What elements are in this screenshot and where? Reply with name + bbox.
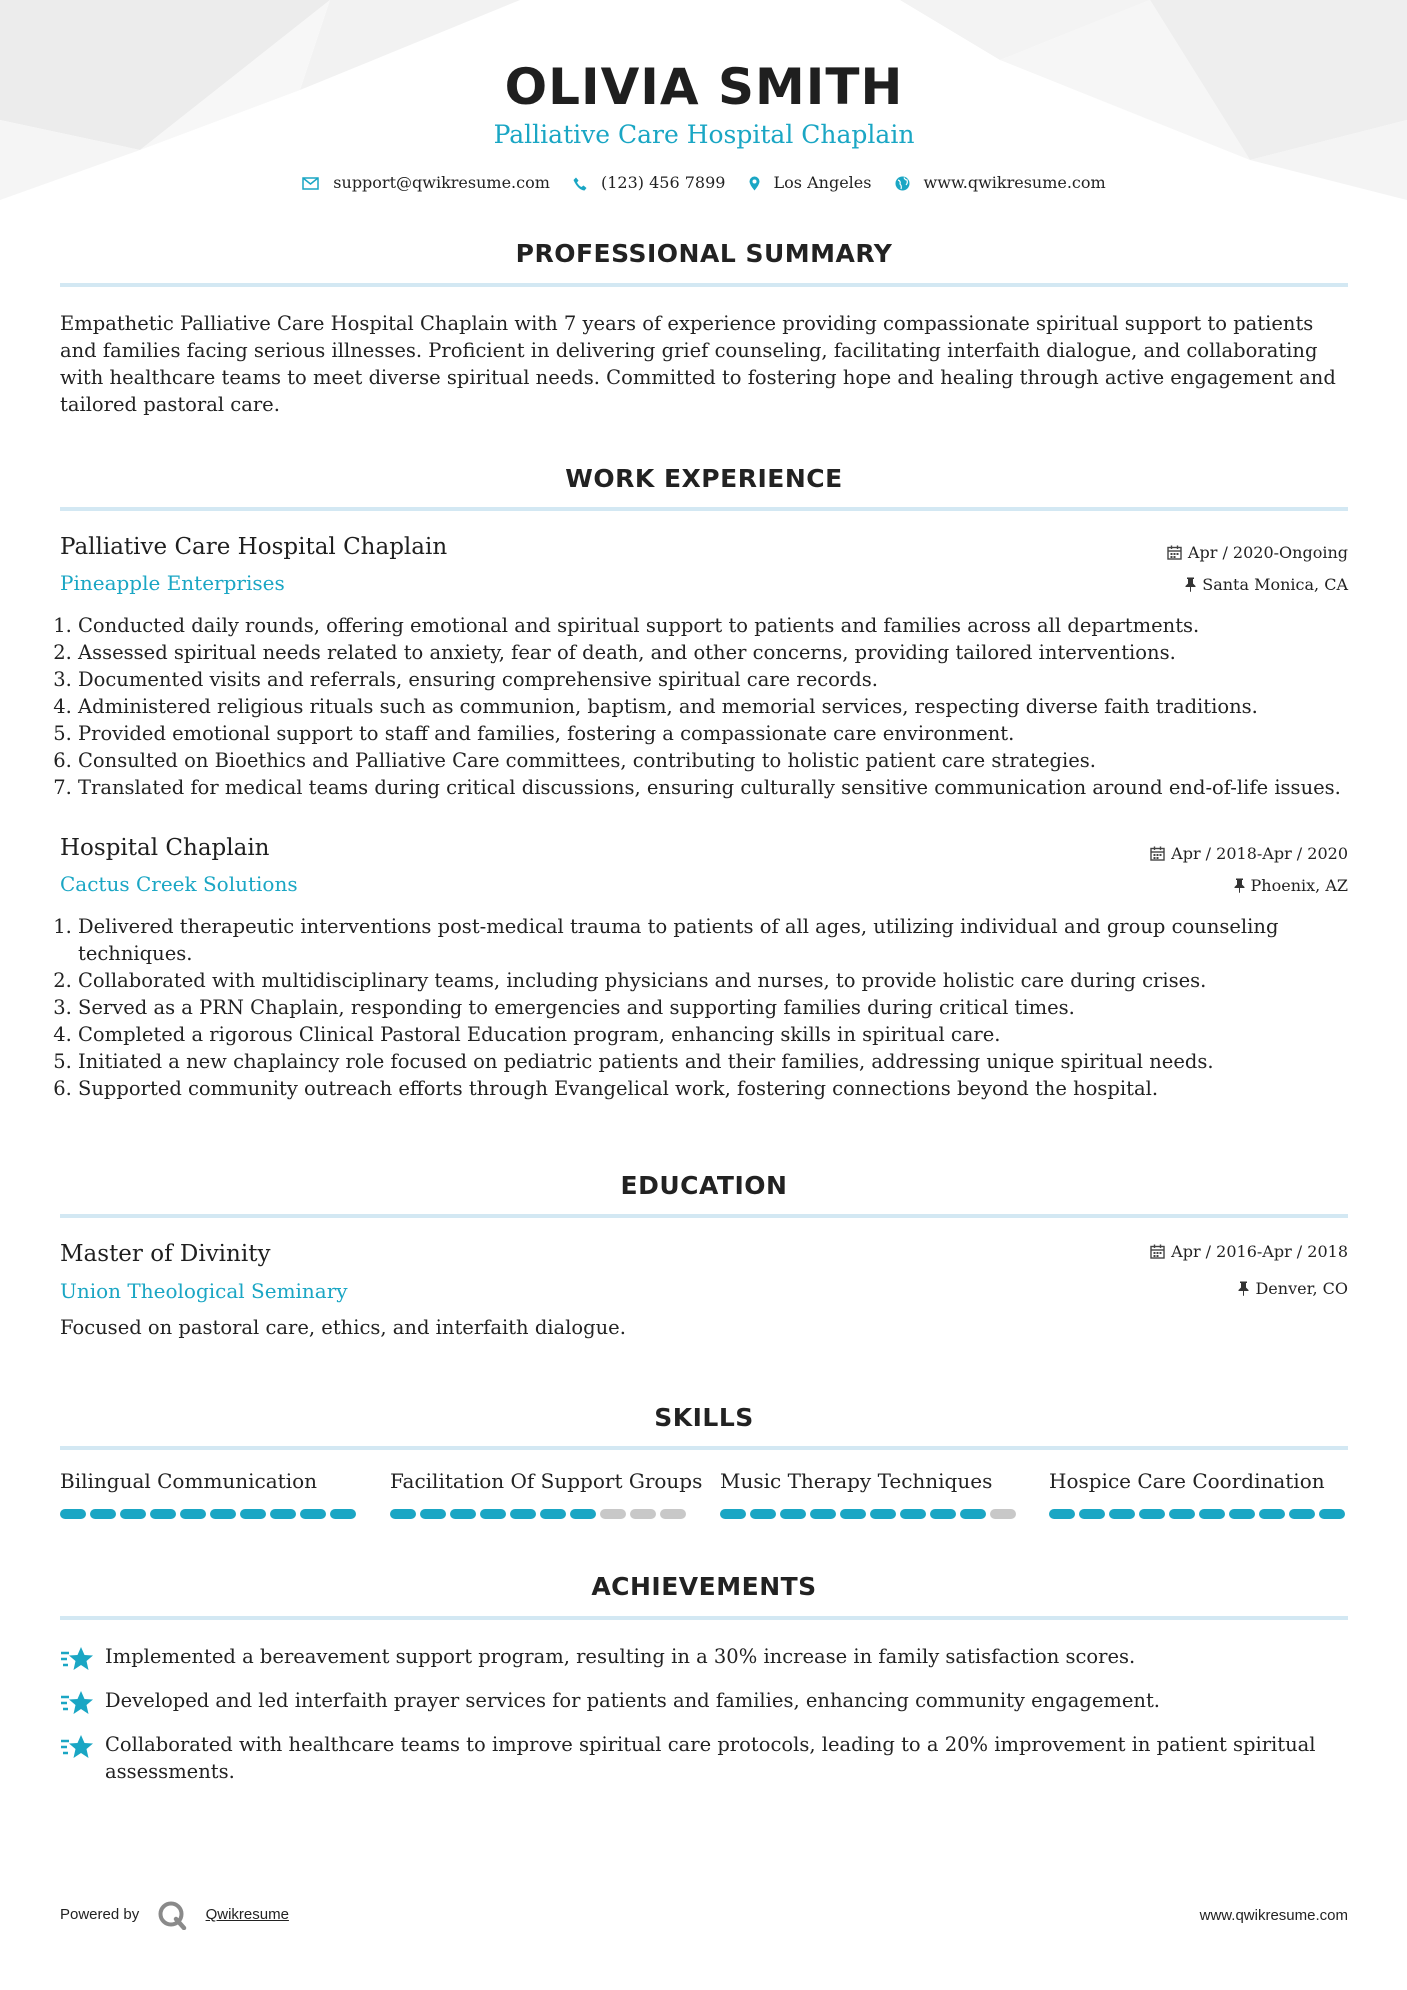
- skill-dot-empty: [600, 1509, 626, 1519]
- job-location: [1234, 876, 1348, 895]
- pushpin-icon: [1238, 1281, 1249, 1296]
- skill-dot-filled: [870, 1509, 896, 1519]
- skill-name: Music Therapy Techniques: [720, 1469, 993, 1493]
- job-responsibilities: [60, 612, 1366, 801]
- envelope-icon: [302, 177, 319, 190]
- education-location: [1238, 1279, 1348, 1298]
- candidate-role: Palliative Care Hospital Chaplain: [493, 120, 915, 149]
- skill-level-bar: [60, 1509, 360, 1519]
- skill-dot-filled: [1079, 1509, 1105, 1519]
- job-company: Cactus Creek Solutions: [60, 872, 298, 896]
- skill-dot-filled: [150, 1509, 176, 1519]
- star-icon: [60, 1733, 94, 1761]
- skill-dot-filled: [840, 1509, 866, 1519]
- skill-dot-filled: [180, 1509, 206, 1519]
- skill-dot-filled: [510, 1509, 536, 1519]
- list-item: 7. Translated for medical teams during critical discussions, ensuring culturally sensitive communication around end-of-life issues.: [78, 774, 1366, 801]
- skill-dot-filled: [780, 1509, 806, 1519]
- skill-dot-filled: [1169, 1509, 1195, 1519]
- skill-name: Facilitation Of Support Groups: [390, 1469, 703, 1493]
- skill-dot-filled: [810, 1509, 836, 1519]
- experience-heading: WORK EXPERIENCE: [565, 464, 843, 493]
- skills-divider: [60, 1446, 1348, 1450]
- skill-dot-filled: [390, 1509, 416, 1519]
- skill-dot-filled: [300, 1509, 326, 1519]
- skill-dot-filled: [720, 1509, 746, 1519]
- skills-heading: SKILLS: [654, 1403, 754, 1432]
- achievement-text: Collaborated with healthcare teams to improve spiritual care protocols, leading to a 20% improvement in patient spiritual assessments.: [105, 1733, 1316, 1783]
- skill-dot-filled: [750, 1509, 776, 1519]
- skill-dot-filled: [90, 1509, 116, 1519]
- skill-dot-filled: [270, 1509, 296, 1519]
- pushpin-icon: [1185, 577, 1196, 592]
- skill-name: Hospice Care Coordination: [1049, 1469, 1325, 1493]
- job-dates-text: Apr / 2020-Ongoing: [1187, 543, 1348, 562]
- summary-text: Empathetic Palliative Care Hospital Chaplain with 7 years of experience providing compassionate spiritual support to patients and families facing serious illnesses. Proficient in delivering grief counseling, facilitating interfaith dialogue, and collaborating with healthcare teams to meet diverse spiritual needs. Committed to fostering hope and healing through active engagement and tailored pastoral care.: [60, 312, 1336, 416]
- skill-dot-filled: [120, 1509, 146, 1519]
- powered-by-label: Powered by: [60, 1905, 140, 1923]
- qwikresume-logo-icon: [157, 1900, 187, 1930]
- candidate-name: OLIVIA SMITH: [504, 58, 904, 116]
- pushpin-icon: [1234, 878, 1245, 893]
- contact-email-text: support@qwikresume.com: [333, 173, 550, 192]
- skill-dot-filled: [480, 1509, 506, 1519]
- skill-dot-filled: [1139, 1509, 1165, 1519]
- contact-location: [749, 173, 872, 192]
- education-divider: [60, 1214, 1348, 1218]
- contact-location-text: Los Angeles: [773, 173, 872, 192]
- skill-item: [1049, 1469, 1349, 1519]
- achievements-divider: [60, 1616, 1348, 1620]
- star-icon: [60, 1689, 94, 1717]
- list-item: 6. Consulted on Bioethics and Palliative Care committees, contributing to holistic patient care strategies.: [78, 747, 1366, 774]
- phone-icon: [573, 177, 587, 191]
- globe-icon: [895, 176, 910, 191]
- skill-level-bar: [720, 1509, 1020, 1519]
- skill-dot-filled: [930, 1509, 956, 1519]
- job-dates: [1150, 844, 1348, 863]
- skill-dot-filled: [1319, 1509, 1345, 1519]
- skill-item: [720, 1469, 1020, 1519]
- job-title: Palliative Care Hospital Chaplain: [60, 534, 448, 560]
- education-dates: [1150, 1242, 1348, 1261]
- education-location-text: Denver, CO: [1255, 1279, 1348, 1298]
- skill-dot-filled: [210, 1509, 236, 1519]
- skill-dot-empty: [630, 1509, 656, 1519]
- job-title: Hospital Chaplain: [60, 835, 270, 861]
- job-location: [1185, 575, 1348, 594]
- calendar-icon: [1167, 545, 1182, 560]
- summary-heading: PROFESSIONAL SUMMARY: [515, 239, 893, 268]
- education-degree: Master of Divinity: [60, 1241, 271, 1267]
- contact-website-text: www.qwikresume.com: [923, 173, 1106, 192]
- list-item: 1. Delivered therapeutic interventions post-medical trauma to patients of all ages, utilizing individual and group counseling techniques.: [78, 913, 1366, 967]
- skill-level-bar: [390, 1509, 690, 1519]
- skill-item: [390, 1469, 703, 1519]
- job-company: Pineapple Enterprises: [60, 571, 285, 595]
- skill-dot-filled: [570, 1509, 596, 1519]
- list-item: 2. Assessed spiritual needs related to anxiety, fear of death, and other concerns, providing tailored interventions.: [78, 639, 1366, 666]
- list-item: 5. Provided emotional support to staff and families, fostering a compassionate care environment.: [78, 720, 1366, 747]
- job-location-text: Santa Monica, CA: [1202, 575, 1348, 594]
- skill-dot-filled: [60, 1509, 86, 1519]
- list-item: 2. Collaborated with multidisciplinary teams, including physicians and nurses, to provide holistic care during crises.: [78, 967, 1366, 994]
- list-item: 4. Completed a rigorous Clinical Pastoral Education program, enhancing skills in spiritual care.: [78, 1021, 1366, 1048]
- education-heading: EDUCATION: [620, 1171, 788, 1200]
- education-school: Union Theological Seminary: [60, 1279, 348, 1303]
- skill-dot-filled: [900, 1509, 926, 1519]
- list-item: 3. Served as a PRN Chaplain, responding to emergencies and supporting families during critical times.: [78, 994, 1366, 1021]
- achievement-text: Implemented a bereavement support program, resulting in a 30% increase in family satisfaction scores.: [105, 1645, 1136, 1668]
- footer-powered-by: [60, 1900, 289, 1930]
- skill-level-bar: [1049, 1509, 1349, 1519]
- skill-dot-filled: [1049, 1509, 1075, 1519]
- skill-dot-filled: [330, 1509, 356, 1519]
- job-responsibilities: [60, 913, 1366, 1102]
- skill-item: [60, 1469, 360, 1519]
- contact-phone-text: (123) 456 7899: [600, 173, 726, 192]
- education-description: Focused on pastoral care, ethics, and interfaith dialogue.: [60, 1316, 626, 1339]
- qwikresume-link[interactable]: Qwikresume: [205, 1905, 289, 1923]
- contact-phone[interactable]: [573, 173, 725, 192]
- calendar-icon: [1150, 846, 1165, 861]
- skill-dot-filled: [540, 1509, 566, 1519]
- skill-dot-filled: [420, 1509, 446, 1519]
- skill-dot-filled: [1289, 1509, 1315, 1519]
- list-item: 1. Conducted daily rounds, offering emotional and spiritual support to patients and families across all departments.: [78, 612, 1366, 639]
- job-dates: [1167, 543, 1348, 562]
- map-pin-icon: [749, 176, 760, 191]
- achievement-text: Developed and led interfaith prayer services for patients and families, enhancing community engagement.: [105, 1689, 1160, 1712]
- skill-dot-empty: [660, 1509, 686, 1519]
- star-icon: [60, 1645, 94, 1673]
- job-location-text: Phoenix, AZ: [1250, 876, 1348, 895]
- footer-website[interactable]: www.qwikresume.com: [1199, 1907, 1348, 1924]
- skill-dot-empty: [990, 1509, 1016, 1519]
- job-dates-text: Apr / 2018-Apr / 2020: [1171, 844, 1348, 863]
- skill-dot-filled: [1109, 1509, 1135, 1519]
- contact-bar: [60, 172, 1348, 192]
- skill-dot-filled: [240, 1509, 266, 1519]
- calendar-icon: [1150, 1244, 1165, 1259]
- contact-email[interactable]: [302, 173, 550, 192]
- skill-dot-filled: [960, 1509, 986, 1519]
- contact-website[interactable]: [895, 173, 1106, 192]
- experience-divider: [60, 507, 1348, 511]
- skill-name: Bilingual Communication: [60, 1469, 318, 1493]
- education-dates-text: Apr / 2016-Apr / 2018: [1171, 1242, 1348, 1261]
- list-item: 3. Documented visits and referrals, ensuring comprehensive spiritual care records.: [78, 666, 1366, 693]
- skill-dot-filled: [450, 1509, 476, 1519]
- summary-divider: [60, 283, 1348, 287]
- achievements-heading: ACHIEVEMENTS: [591, 1572, 817, 1601]
- list-item: 4. Administered religious rituals such as communion, baptism, and memorial services, respecting diverse faith traditions.: [78, 693, 1366, 720]
- skill-dot-filled: [1259, 1509, 1285, 1519]
- skill-dot-filled: [1229, 1509, 1255, 1519]
- skill-dot-filled: [1199, 1509, 1225, 1519]
- list-item: 6. Supported community outreach efforts through Evangelical work, fostering connections beyond the hospital.: [78, 1075, 1366, 1102]
- list-item: 5. Initiated a new chaplaincy role focused on pediatric patients and their families, addressing unique spiritual needs.: [78, 1048, 1366, 1075]
